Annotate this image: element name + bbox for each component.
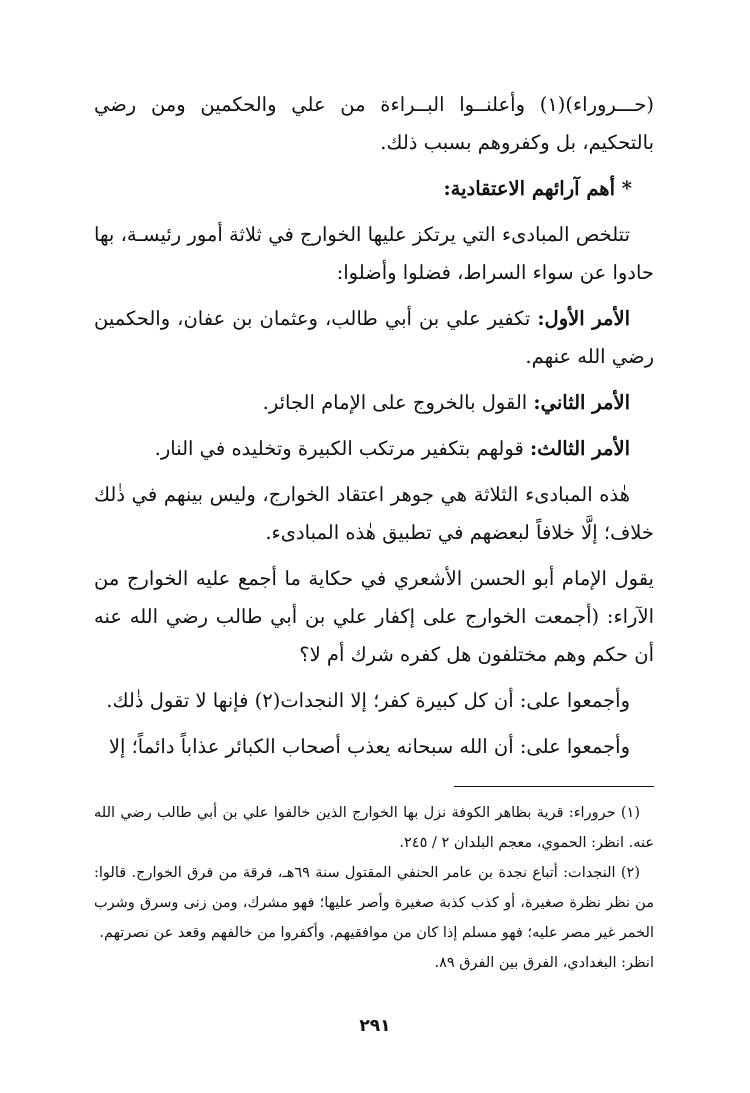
item-1-lead: الأمر الأول: xyxy=(537,307,630,330)
item-1 xyxy=(94,300,654,376)
paragraph-2: تتلخص المبادىء التي يرتكز عليها الخوارج في ثلاثة أمور رئيسـة، بها حادوا عن سواء السراط، فضلوا وأضلوا: xyxy=(94,223,654,284)
main-text xyxy=(94,86,654,766)
section-heading: * أهم آرائهم الاعتقادية: xyxy=(443,177,632,200)
paragraph-1: (حـــروراء)(١) وأعلنــوا البــراءة من علي والحكمين ومن رضي بالتحكيم، بل وكفروهم بسبب ذلك. xyxy=(94,93,654,154)
footnotes xyxy=(94,798,654,978)
page-number: ٢٩١ xyxy=(359,1016,391,1036)
footnote-divider xyxy=(454,786,654,787)
paragraph-4: يقول الإمام أبو الحسن الأشعري في حكاية ما أجمع عليه الخوارج من الآراء: (أجمعت الخوارج على إكفار علي بن أبي طالب رضي الله عنه أن حكم وهم مختلفون هل كفره شرك أم لا؟ xyxy=(94,567,654,666)
item-3-text: قولهم بتكفير مرتكب الكبيرة وتخليده في النار. xyxy=(154,437,524,460)
item-2-text: القول بالخروج على الإمام الجائر. xyxy=(262,391,528,414)
footnote-1: (١) حروراء: قرية بظاهر الكوفة نزل بها الخوارج الذين خالفوا علي بن أبي طالب رضي الله عنه. انظر: الحموي، معجم البلدان ٢ / ٢٤٥. xyxy=(94,805,654,851)
item-2-lead: الأمر الثاني: xyxy=(533,391,630,414)
paragraph-5: وأجمعوا على: أن كل كبيرة كفر؛ إلا النجدات(٢) فإنها لا تقول ذٰلك. xyxy=(106,689,630,712)
paragraph-3: هٰذه المبادىء الثلاثة هي جوهر اعتقاد الخوارج، وليس بينهم في ذٰلك خلاف؛ إلَّا خلافاً لبعضهم في تطبيق هٰذه المبادىء. xyxy=(94,483,654,544)
item-1-text: تكفير علي بن أبي طالب، وعثمان بن عفان، والحكمين رضي الله عنهم. xyxy=(94,307,654,368)
footnote-2-reference: انظر: البغدادي، الفرق بين الفرق ٨٩. xyxy=(434,955,654,971)
item-3 xyxy=(94,430,654,468)
footnote-2: (٢) النجدات: أتباع نجدة بن عامر الحنفي المقتول سنة ٦٩هـ، فرقة من فرق الخوارج. قالوا: من نظر نظرة صغيرة، أو كذب كذبة صغيرة وأصر عليها؛ فهو مشرك، ومن زنى وسرق وشرب الخمر غير مصر عليه؛ فهو مسلم إذا كان من موافقيهم. وأكفروا من خالفهم وقعد عن نصرتهم. xyxy=(94,865,654,941)
item-3-lead: الأمر الثالث: xyxy=(529,437,630,460)
item-2 xyxy=(94,384,654,422)
paragraph-6: وأجمعوا على: أن الله سبحانه يعذب أصحاب الكبائر عذاباً دائماً؛ إلا xyxy=(108,735,630,758)
